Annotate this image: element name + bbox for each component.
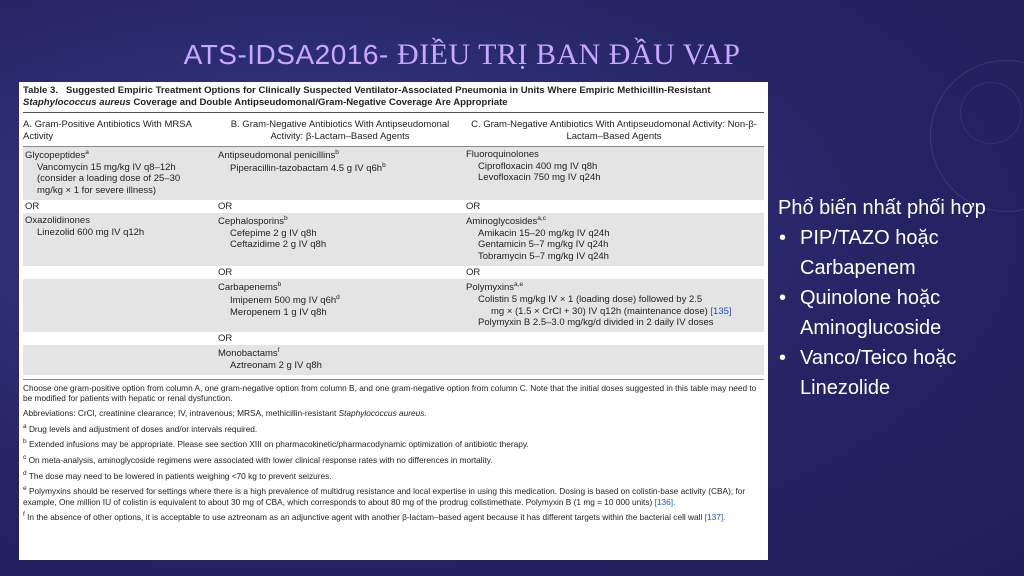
table-cell [464,279,764,331]
footnote-mark: f [277,347,280,355]
drug-class: Polymyxins [466,282,515,294]
table-cell [464,213,764,265]
empty-cell [23,332,216,346]
bullet-icon: • [779,287,787,309]
empty-cell [23,266,216,280]
drug-dose: Tobramycin 5–7 mg/kg IV q24h [478,251,609,263]
footnote-mark: f [23,511,25,519]
or-row [23,332,764,346]
footnote-mark: e [23,485,27,493]
summary-panel [778,193,1024,403]
or-label: OR [466,266,481,278]
or-label: OR [466,200,481,212]
footnote-text: Drug levels and adjustment of doses and/or intervals required. [28,423,258,434]
footnote-text: Polymyxins should be reserved for settings where there is a high prevalence of multidrug resistance and local expertise in using this medication. Dosing is based on colistin-base activity (CBA); for example, One million IU of colistin is equivalent to about 30 mg of CBA, which corresponds to about 80 mg of the prodrug colistimethate. Polymyxin B (1 mg = 10 000 units) [23,485,746,507]
footnote-mark: a [85,149,89,157]
table-cell [216,345,464,374]
slide-title-prefix: ATS-IDSA2016- [183,39,398,70]
table-cell [216,213,464,265]
summary-list [778,223,1024,403]
table-cell [464,147,764,199]
table-caption [23,85,764,109]
table-cell [23,147,216,199]
or-label: OR [218,332,233,344]
drug-dose: Colistin 5 mg/kg IV × 1 (loading dose) followed by 2.5 [478,293,703,305]
drug-class: Antipseudomonal penicillins [218,150,336,162]
empty-cell [464,345,764,374]
footnote-d [23,470,764,482]
footnote-b [23,438,764,450]
summary-item-line: Carbapenem [800,257,916,279]
summary-item [778,343,1024,403]
drug-dose: Aztreonam 2 g IV q8h [230,360,322,371]
footnote-abbreviations [23,408,764,419]
bullet-icon: • [779,347,787,369]
footnote-mark: b [23,438,27,446]
drug-class: Monobactams [218,348,278,360]
drug-class: Glycopeptides [25,150,86,162]
footnote-mark: b [382,161,386,169]
drug-dose: Cefepime 2 g IV q8h [230,227,317,239]
bullet-icon: • [779,227,787,249]
drug-dose: Linezolid 600 mg IV q12h [37,226,145,238]
footnote-text: Extended infusions may be appropriate. Please see section XIII on pharmacokinetic/pharmacodynamic optimization of antibiotic therapy. [28,439,529,450]
treatment-table-image [19,82,768,560]
table-header-row [23,113,764,147]
footnote-instruction: Choose one gram-positive option from column A, one gram-negative option from column B, and one gram-negative option from column C. Note that the initial doses suggested in this table may need to be modified for patients with hepatic or renal dysfunction. [23,382,757,404]
table-caption-italic: Staphylococcus aureus [23,96,131,108]
footnote-a [23,423,764,435]
header-column-b: B. Gram-Negative Antibiotics With Antipseudomonal Activity: β-Lactam–Based Agents [230,118,450,142]
summary-item-line: Quinolone hoặc [800,287,941,309]
summary-item-line: PIP/TAZO hoặc [800,227,939,249]
footnote-text: On meta-analysis, aminoglycoside regimens were associated with lower clinical response rates with no differences in mortality. [28,454,493,465]
footnote-mark: a,e [514,281,524,289]
drug-dose: Levofloxacin 750 mg IV q24h [478,172,601,184]
footnote-mark: b [277,281,282,289]
footnote-text: In the absence of other options, it is acceptable to use aztreonam as an adjunctive agent with another β-lactam–based agent because it has different targets within the bacterial cell wall [27,512,703,523]
empty-cell [23,345,216,374]
drug-dose: Piperacillin-tazobactam 4.5 g IV q6h [230,163,383,175]
footnote-text: The dose may need to be lowered in patients weighing <70 kg to prevent seizures. [28,470,332,481]
drug-dose: Gentamicin 5–7 mg/kg IV q24h [478,239,609,251]
table-caption-rest: Coverage and Double Antipseudomonal/Gram-Negative Coverage Are Appropriate [133,96,508,108]
abbreviations-text: Abbreviations: CrCl, creatinine clearance; IV, intravenous; MRSA, methicillin-resistant [23,408,337,419]
reference-link[interactable]: [136]. [654,496,676,507]
summary-item [778,223,1024,283]
drug-dose: (consider a loading dose of 25–30 [37,173,181,185]
footnote-mark: a,c [537,215,546,223]
drug-dose: Ciprofloxacin 400 mg IV q8h [478,160,598,172]
table-row [23,147,764,199]
decorative-ring-small [960,82,1022,144]
footnote-mark: d [23,469,27,477]
slide-title-main: ĐIỀU TRỊ BAN ĐẦU VAP [397,38,741,71]
drug-class: Carbapenems [218,282,278,294]
drug-class: Fluoroquinolones [466,149,539,161]
drug-dose: mg × (1.5 × CrCl + 30) IV q12h (maintenance dose) [491,305,708,317]
drug-class: Oxazolidinones [25,215,90,227]
footnote-f [23,511,764,523]
empty-cell [23,279,216,331]
footnote-c [23,454,764,466]
summary-item-line: Aminoglucoside [800,317,942,339]
drug-class: Cephalosporins [218,216,285,228]
table-row [23,345,764,374]
table-cell [23,213,216,265]
drug-dose: Amikacin 15–20 mg/kg IV q24h [478,227,610,239]
empty-cell [464,332,764,346]
table-cell [216,279,464,331]
table-caption-label: Table 3. [23,85,59,96]
abbreviations-italic: Staphylococcus aureus. [338,408,427,419]
or-label: OR [218,266,233,278]
header-column-c: C. Gram-Negative Antibiotics With Antipseudomonal Activity: Non-β-Lactam–Based Agents [471,118,757,142]
footnote-mark: a [23,422,27,430]
summary-heading: Phổ biến nhất phối hợp [778,197,986,219]
footnote-e [23,485,764,507]
table-caption-text: Suggested Empiric Treatment Options for Clinically Suspected Ventilator-Associated Pneumonia in Units Where Empiric Methicillin-Resistant [66,85,711,96]
or-label: OR [25,200,40,212]
reference-link[interactable]: [137]. [704,512,726,523]
table-footnotes [23,379,764,523]
drug-dose: Imipenem 500 mg IV q6h [230,295,337,307]
footnote-mark: d [336,293,340,301]
footnote-mark: b [284,215,288,223]
summary-item [778,283,1024,343]
drug-dose: Polymyxin B 2.5–3.0 mg/kg/d divided in 2 daily IV doses [478,317,714,329]
footnote-mark: b [335,149,339,157]
or-row [23,200,764,214]
table-row [23,213,764,265]
or-label: OR [218,200,233,212]
drug-dose: Ceftazidime 2 g IV q8h [230,239,327,251]
drug-dose: mg/kg × 1 for severe illness) [37,185,157,197]
summary-item-line: Linezolide [800,377,891,399]
header-column-a: A. Gram-Positive Antibiotics With MRSA Activity [23,118,192,142]
table-cell [216,147,464,199]
reference-link[interactable]: [135] [710,305,732,317]
drug-dose: Meropenem 1 g IV q8h [230,306,327,318]
table-row [23,279,764,331]
drug-class: Aminoglycosides [466,216,538,228]
footnote-mark: c [23,454,27,462]
or-row [23,266,764,280]
drug-dose: Vancomycin 15 mg/kg IV q8–12h [37,161,176,173]
summary-item-line: Vanco/Teico hoặc [800,347,957,369]
slide-title [0,38,924,72]
